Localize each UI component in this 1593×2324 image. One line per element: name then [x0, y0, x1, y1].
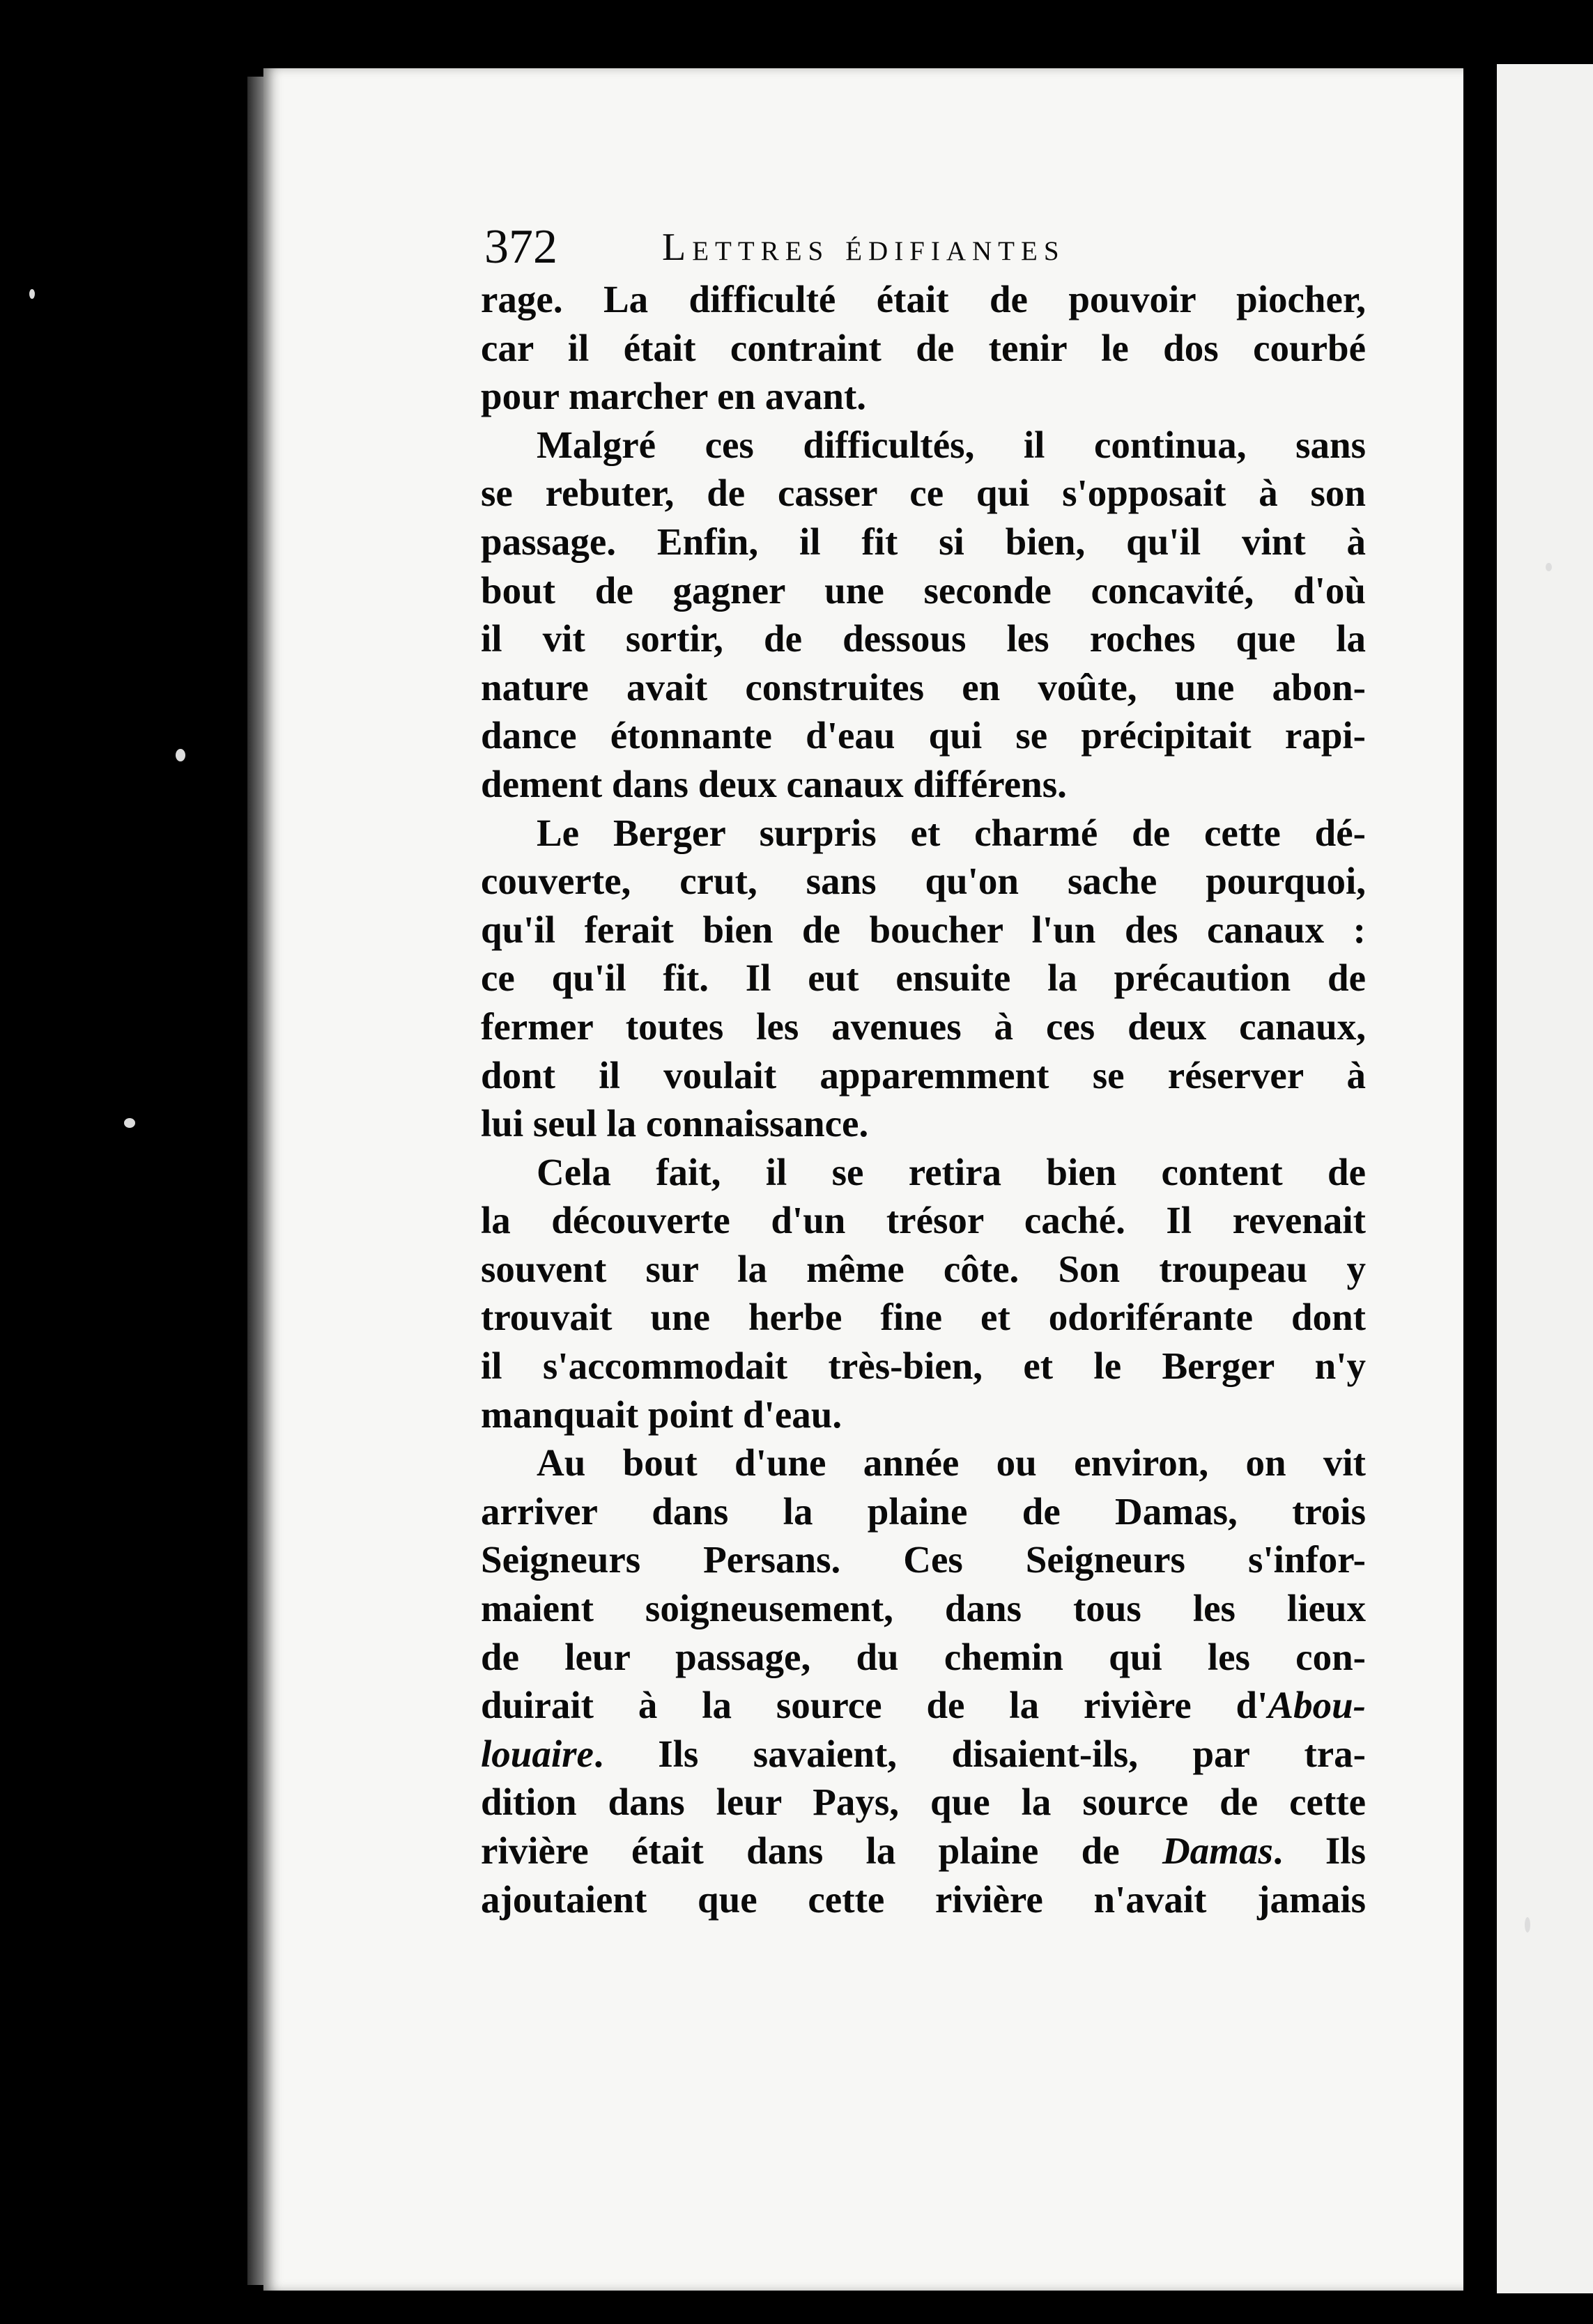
line-text: duirait à la source de la rivière d' [481, 1684, 1268, 1727]
text-line: couverte, crut, sans qu'on sache pourquoi, [481, 860, 1366, 903]
scan-speck [1546, 563, 1552, 571]
text-line: de leur passage, du chemin qui les con- [481, 1635, 1366, 1678]
scan-speck [176, 749, 185, 761]
text-line: Seigneurs Persans. Ces Seigneurs s'infor- [481, 1538, 1366, 1581]
text-line: arriver dans la plaine de Damas, trois [481, 1489, 1366, 1533]
text-line: manquait point d'eau. [481, 1393, 842, 1436]
text-line [481, 1827, 1366, 1875]
text-line: Cela fait, il se retira bien content de [537, 1150, 1366, 1193]
text-line: Malgré ces difficultés, il continua, sans [537, 423, 1366, 466]
page-number: 372 [484, 220, 557, 274]
running-title: Lettres édifiantes [662, 226, 1065, 269]
line-text: . Ils [1272, 1829, 1366, 1872]
scan-speck [124, 1118, 135, 1128]
line-text: . Ils savaient, disaient-ils, par tra- [593, 1732, 1366, 1775]
text-line: Au bout d'une année ou environ, on vit [537, 1441, 1366, 1485]
text-line: qu'il ferait bien de boucher l'un des canaux : [481, 908, 1366, 951]
text-line: dition dans leur Pays, que la source de cette [481, 1781, 1366, 1824]
text-line: fermer toutes les avenues à ces deux canaux, [481, 1005, 1366, 1048]
text-line: lui seul la connaissance. [481, 1102, 869, 1145]
page-header [484, 209, 1390, 286]
body-text [481, 275, 1366, 1923]
text-line: trouvait une herbe fine et odoriférante dont [481, 1296, 1366, 1339]
text-line: dement dans deux canaux différens. [481, 762, 1067, 805]
line-text: rivière était dans la plaine de [481, 1829, 1162, 1872]
text-line: car il était contraint de tenir le dos courbé [481, 326, 1366, 369]
scan-speck [1525, 1917, 1530, 1932]
text-line: Le Berger surpris et charmé de cette dé- [537, 811, 1366, 854]
text-line: se rebuter, de casser ce qui s'opposait à son [481, 472, 1366, 515]
scan-speck [29, 289, 35, 299]
facing-page-edge [1497, 64, 1593, 2293]
text-line: maient soigneusement, dans tous les lieux [481, 1587, 1366, 1630]
text-line: il s'accommodait très-bien, et le Berger n'y [481, 1345, 1366, 1388]
text-line [481, 1730, 1366, 1779]
text-line: passage. Enfin, il fit si bien, qu'il vint à [481, 520, 1366, 563]
text-line: pour marcher en avant. [481, 375, 867, 418]
text-line: rage. La difficulté était de pouvoir piocher, [481, 278, 1366, 320]
text-line: dont il voulait apparemment se réserver à [481, 1053, 1366, 1097]
text-line: bout de gagner une seconde concavité, d'où [481, 568, 1366, 612]
italic-text: louaire [481, 1732, 594, 1775]
italic-text: Abou- [1268, 1684, 1366, 1727]
text-line: ce qu'il fit. Il eut ensuite la précaution de [481, 956, 1366, 1000]
text-line: il vit sortir, de dessous les roches que la [481, 617, 1366, 660]
text-line: nature avait construites en voûte, une abon- [481, 665, 1366, 708]
text-line: souvent sur la même côte. Son troupeau y [481, 1247, 1366, 1290]
text-line: la découverte d'un trésor caché. Il revenait [481, 1199, 1366, 1242]
italic-text: Damas [1162, 1829, 1273, 1872]
text-line: ajoutaient que cette rivière n'avait jamais [481, 1877, 1366, 1921]
text-line [481, 1681, 1366, 1730]
text-line: dance étonnante d'eau qui se précipitait rapi- [481, 714, 1366, 757]
